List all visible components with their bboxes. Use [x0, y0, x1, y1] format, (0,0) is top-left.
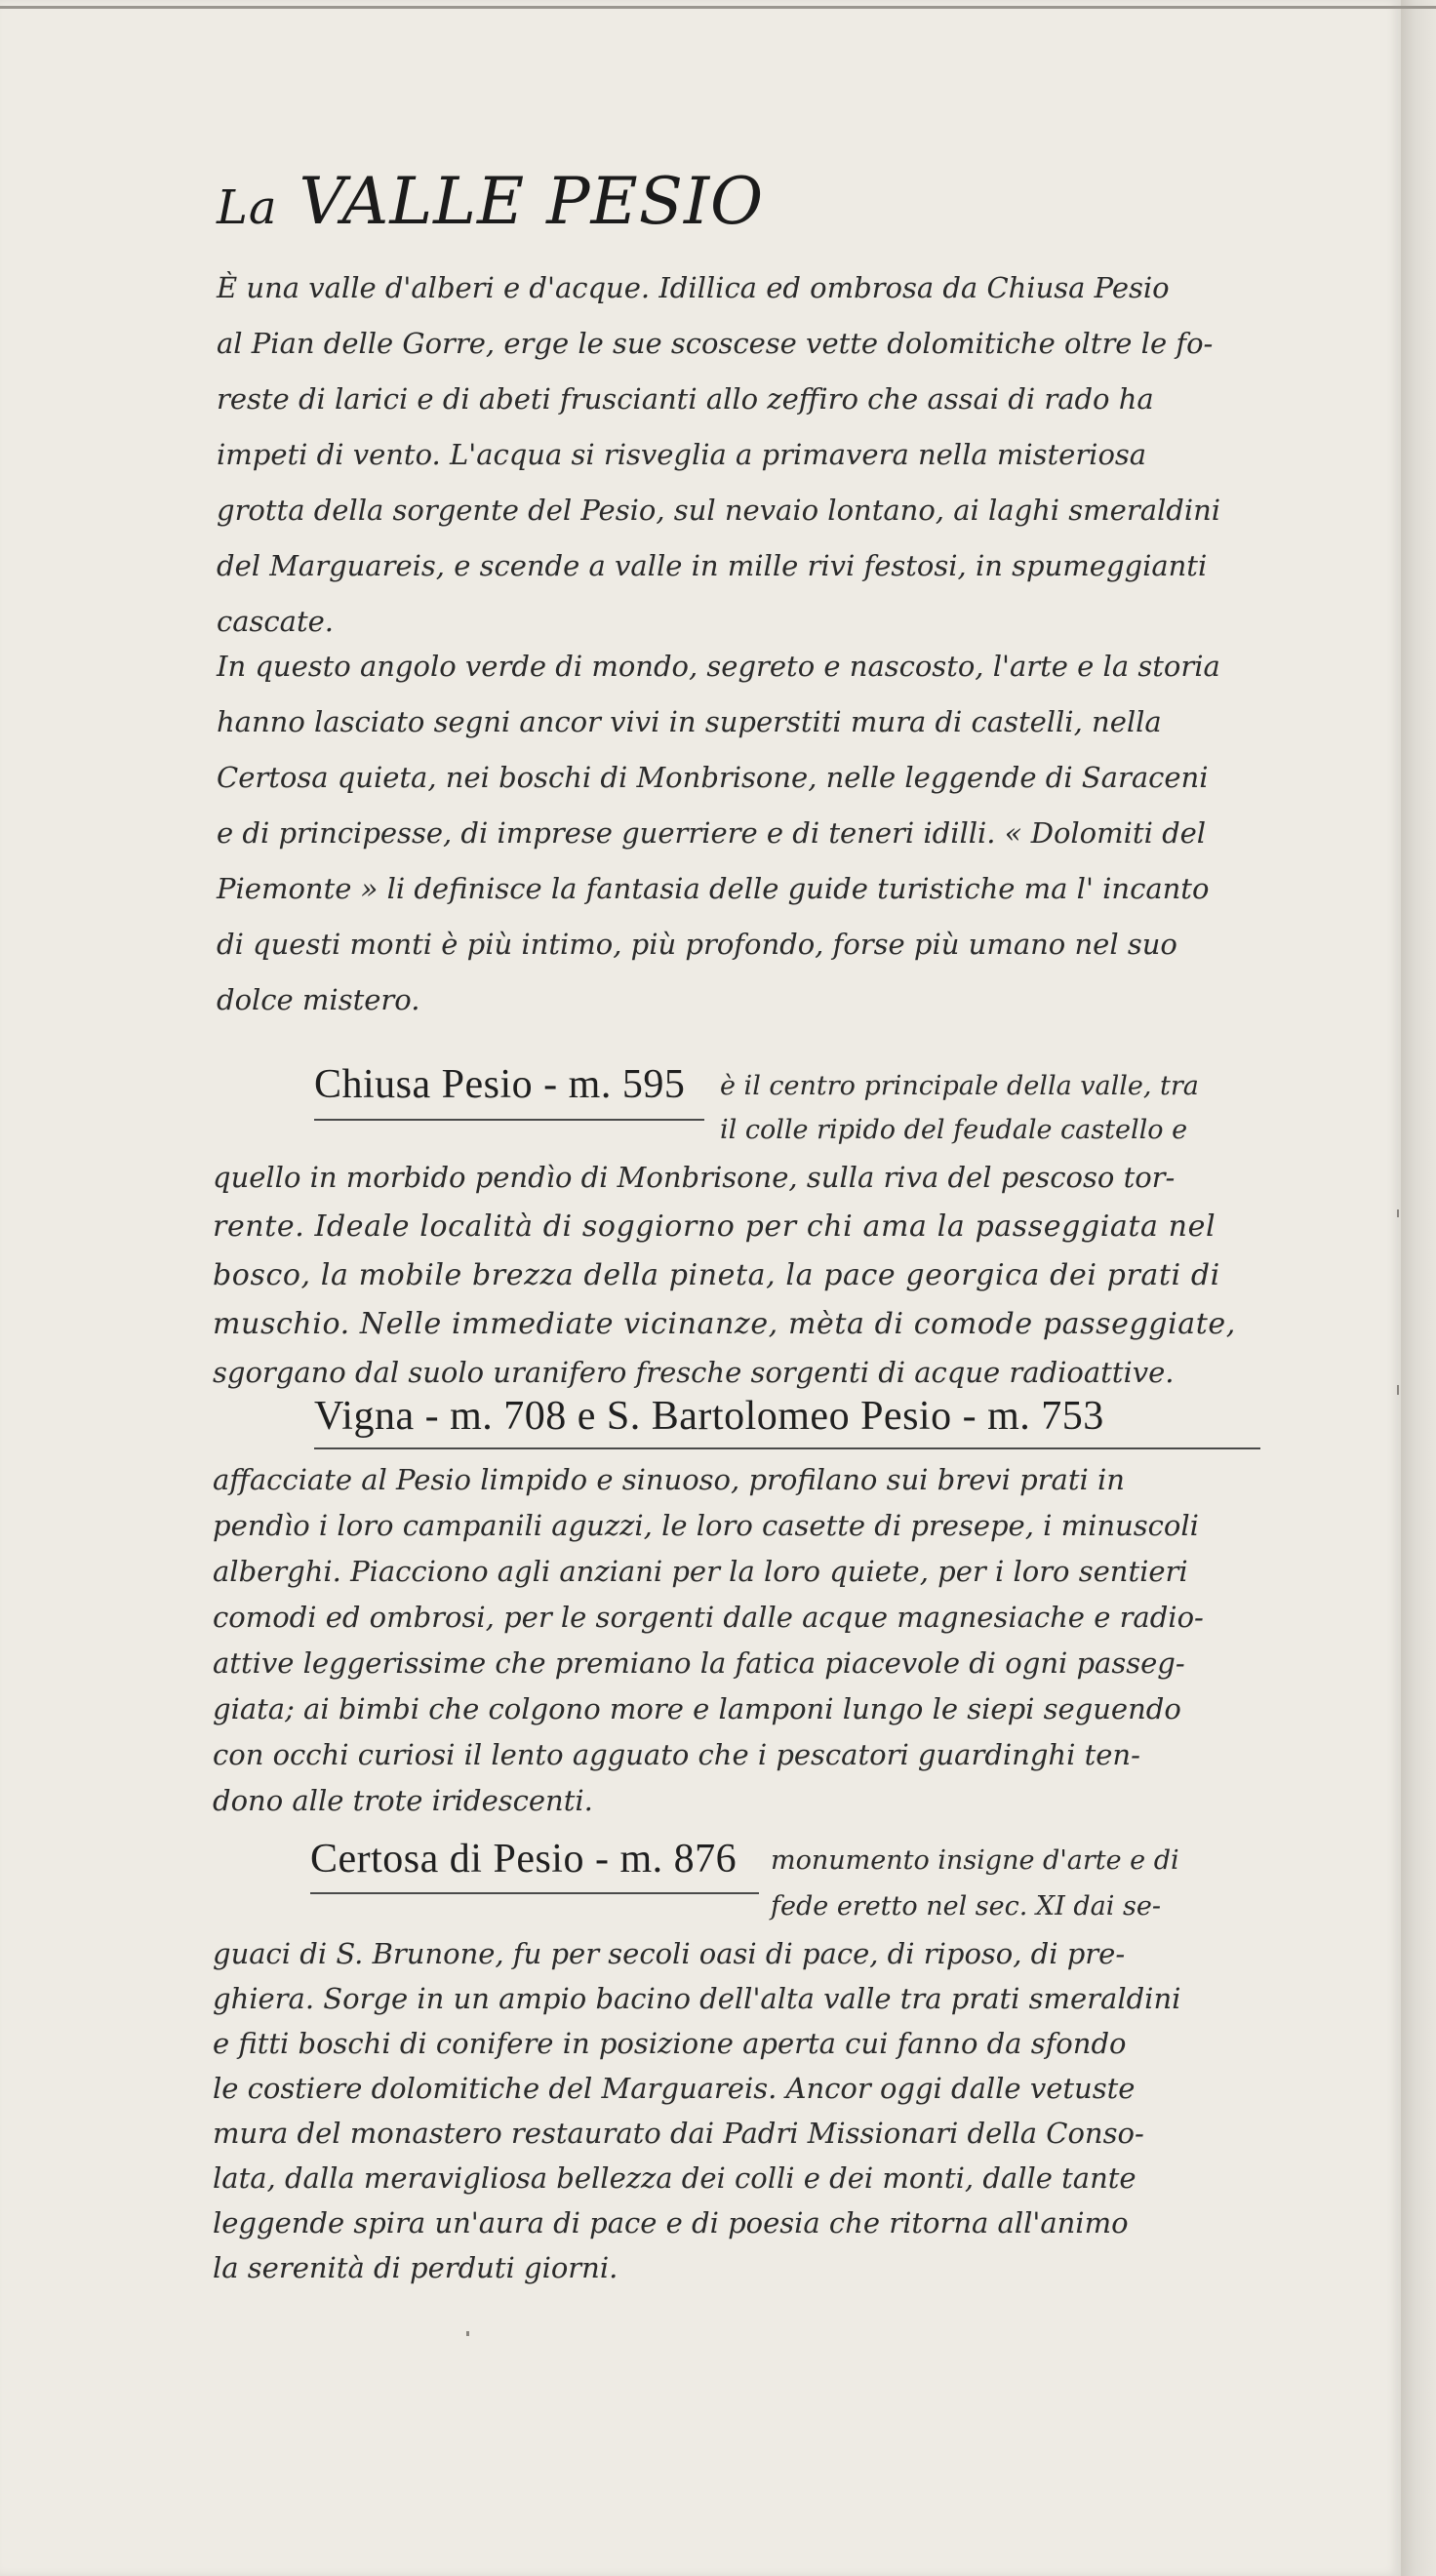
certosa-line: lata, dalla meravigliosa bellezza dei colli e dei monti, dalle tante	[213, 2161, 1137, 2195]
chiusa-line: muschio. Nelle immediate vicinanze, mèta di comode passeggiate,	[213, 1307, 1236, 1341]
page-edge	[1401, 0, 1436, 2576]
section-heading-vigna: Vigna - m. 708 e S. Bartolomeo Pesio - m. 753	[314, 1394, 1104, 1439]
vigna-line: attive leggerissime che premiano la fatica piacevole di ogni passeg-	[213, 1646, 1185, 1680]
title-main: VALLE PESIO	[299, 164, 765, 239]
intro-line: hanno lasciato segni ancor vivi in superstiti mura di castelli, nella	[217, 705, 1162, 738]
intro-line: cascate.	[217, 605, 334, 638]
intro-line: È una valle d'alberi e d'acque. Idillica ed ombrosa da Chiusa Pesio	[217, 271, 1170, 304]
certosa-lead-line: monumento insigne d'arte e di	[771, 1845, 1179, 1876]
intro-line: reste di larici e di abeti fruscianti allo zeffiro che assai di rado ha	[217, 382, 1154, 416]
vigna-line: alberghi. Piacciono agli anziani per la loro quiete, per i loro sentieri	[213, 1555, 1188, 1588]
heading-underline	[314, 1119, 704, 1121]
intro-line: Certosa quieta, nei boschi di Monbrisone, nelle leggende di Saraceni	[217, 761, 1209, 794]
certosa-line: le costiere dolomitiche del Marguareis. Ancor oggi dalle vetuste	[213, 2072, 1136, 2105]
paper-speck	[1397, 1385, 1399, 1395]
certosa-line: e fitti boschi di conifere in posizione aperta cui fanno da sfondo	[213, 2027, 1127, 2060]
chiusa-lead-line: il colle ripido del feudale castello e	[720, 1115, 1188, 1145]
vigna-line: pendìo i loro campanili aguzzi, le loro casette di presepe, i minuscoli	[213, 1509, 1199, 1542]
intro-line: impeti di vento. L'acqua si risveglia a primavera nella misteriosa	[217, 438, 1147, 471]
chiusa-line: rente. Ideale località di soggiorno per chi ama la passeggiata nel	[213, 1209, 1217, 1244]
chiusa-line: sgorgano dal suolo uranifero fresche sorgenti di acque radioattive.	[213, 1356, 1175, 1389]
heading-underline	[310, 1892, 759, 1894]
intro-line: Piemonte » li definisce la fantasia delle guide turistiche ma l' incanto	[217, 872, 1210, 905]
heading-underline	[314, 1447, 1260, 1449]
certosa-line: guaci di S. Brunone, fu per secoli oasi di pace, di riposo, di pre-	[213, 1937, 1126, 1970]
certosa-line: mura del monastero restaurato dai Padri Missionari della Conso-	[213, 2117, 1144, 2150]
paper-speck	[466, 2331, 469, 2336]
chiusa-line: bosco, la mobile brezza della pineta, la pace georgica dei prati di	[213, 1258, 1220, 1292]
chiusa-line: quello in morbido pendìo di Monbrisone, sulla riva del pescoso tor-	[213, 1161, 1176, 1194]
title-prefix: La	[217, 180, 278, 235]
vigna-line: comodi ed ombrosi, per le sorgenti dalle acque magnesiache e radio-	[213, 1601, 1204, 1634]
intro-line: di questi monti è più intimo, più profondo, forse più umano nel suo	[217, 928, 1177, 961]
intro-line: In questo angolo verde di mondo, segreto e nascosto, l'arte e la storia	[217, 650, 1220, 683]
certosa-line: la serenità di perduti giorni.	[213, 2251, 618, 2284]
vigna-line: giata; ai bimbi che colgono more e lamponi lungo le siepi seguendo	[213, 1692, 1181, 1725]
intro-line: del Marguareis, e scende a valle in mille rivi festosi, in spumeggianti	[217, 549, 1208, 582]
vigna-line: dono alle trote iridescenti.	[213, 1784, 593, 1817]
intro-line: grotta della sorgente del Pesio, sul nevaio lontano, ai laghi smeraldini	[217, 494, 1221, 527]
certosa-line: leggende spira un'aura di pace e di poesia che ritorna all'animo	[213, 2206, 1129, 2239]
top-rule	[0, 6, 1436, 9]
certosa-line: ghiera. Sorge in un ampio bacino dell'alta valle tra prati smeraldini	[213, 1982, 1181, 2015]
certosa-lead-line: fede eretto nel sec. XI dai se-	[771, 1891, 1161, 1922]
section-heading-chiusa: Chiusa Pesio - m. 595	[314, 1062, 686, 1107]
page-title	[217, 164, 764, 239]
intro-line: dolce mistero.	[217, 983, 420, 1016]
section-heading-certosa: Certosa di Pesio - m. 876	[310, 1837, 738, 1882]
paper-speck	[1397, 1209, 1399, 1217]
vigna-line: affacciate al Pesio limpido e sinuoso, profilano sui brevi prati in	[213, 1463, 1125, 1496]
vigna-line: con occhi curiosi il lento agguato che i pescatori guardinghi ten-	[213, 1738, 1140, 1771]
intro-line: al Pian delle Gorre, erge le sue scoscese vette dolomitiche oltre le fo-	[217, 327, 1214, 360]
chiusa-lead-line: è il centro principale della valle, tra	[720, 1071, 1199, 1101]
intro-line: e di principesse, di imprese guerriere e di teneri idilli. « Dolomiti del	[217, 816, 1207, 850]
